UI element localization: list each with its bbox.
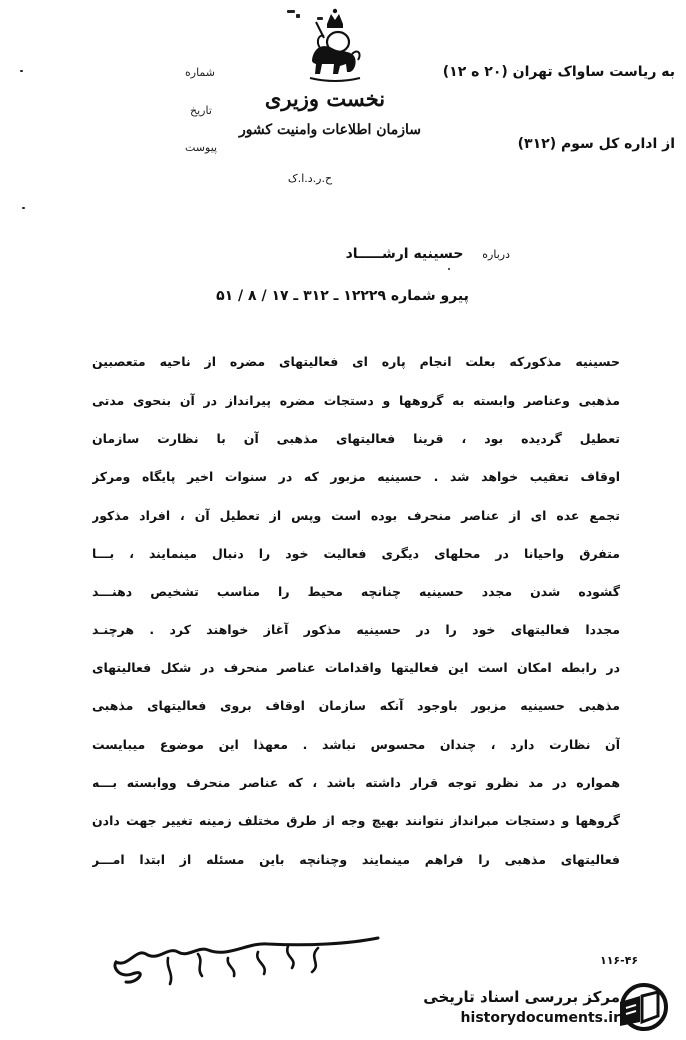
body-line: همواره در مد نظرو توجه قرار داشته باشد ، که عناصر منحرف ووابسته بـــه (92, 775, 620, 790)
org-code: ح.ر.د.ا.ک (287, 172, 333, 185)
scan-speck (22, 207, 25, 209)
archive-logo-icon (614, 982, 670, 1032)
body-line: مذهبی وعناصر وابسته به گروهها و دستجات مضره پیرانداز در آن بنحوی مدتی (92, 393, 620, 408)
body-line: حسینیه مذکورکه بعلت انجام پاره ای فعالیتهای مضره از ناحیه متعصبین (92, 354, 620, 369)
scan-speck (287, 10, 295, 13)
org-title: نخست وزیری (264, 86, 386, 111)
body-line: اوقاف تعقیب خواهد شد . حسینیه مزبور که در سنوات اخیر پایگاه ومرکز (92, 469, 620, 484)
recipient-line: به ریاست ساواک تهران (۲۰ ه ۱۲) (442, 64, 675, 80)
watermark-url: historydocuments.ir (460, 1010, 620, 1026)
body-line: تعطیل گردیده بود ، قرینا فعالیتهای مذهبی آن با نظارت سازمان (92, 431, 620, 446)
reference-number: پیرو شماره ۱۲۲۲۹ ـ ۳۱۲ ـ ۱۷ / ۸ / ۵۱ (216, 288, 469, 304)
attachment-label: پیوست (185, 141, 218, 154)
body-line: فعالیتهای مذهبی را فراهم مینمایند وچنانچه باین مسئله از ابتدا امـــر (92, 852, 620, 867)
watermark-title: مرکز بررسی اسناد تاریخی (423, 988, 620, 1006)
org-name: سازمان اطلاعات وامنیت کشور (238, 122, 422, 138)
handwritten-signature (108, 928, 388, 990)
body-line: آن نظارت دارد ، چندان محسوس نباشد . معهذا این موضوع میبایست (92, 737, 620, 752)
body-line: متفرق واحیانا در محلهای دیگری فعالیت خود را دنبال مینمایند ، بـــا (92, 546, 620, 561)
lion-and-sun-emblem-icon (300, 8, 370, 88)
date-label: تاریخ (190, 104, 212, 117)
body-line: گروهها و دستجات مبرانداز نتوانند بهیچ وجه از طرق مختلف زمینه تغییر جهت دادن (92, 813, 620, 828)
subject-line (180, 246, 510, 262)
body-line: گشوده شدن مجدد حسینیه چنانچه محیط را مناسب تشخیص دهنـــد (92, 584, 620, 599)
body-line: تجمع عده ای از عناصر منحرف بوده است وپس از تعطیل آن ، افراد مذکور (92, 508, 620, 523)
scan-speck (20, 70, 23, 72)
number-label: شماره (185, 66, 216, 79)
scan-speck (448, 268, 450, 270)
subject-value: حسینیه ارشـــــاد (345, 246, 464, 262)
body-line: مجددا فعالیتهای خود را در حسینیه مذکور آغاز خواهند کرد . هرچنـد (92, 622, 620, 637)
subject-label: درباره (482, 248, 510, 261)
sender-line: از اداره کل سوم (۳۱۲) (517, 136, 675, 152)
body-line: مذهبی حسینیه مزبور باوجود آنکه سازمان اوقاف بروی فعالیتهای مذهبی (92, 698, 620, 713)
body-line: در رابطه امکان است این فعالیتها واقدامات عناصر منحرف در شکل فعالیتهای (92, 660, 620, 675)
page-number: ۱۱۶-۴۶ (600, 954, 639, 967)
